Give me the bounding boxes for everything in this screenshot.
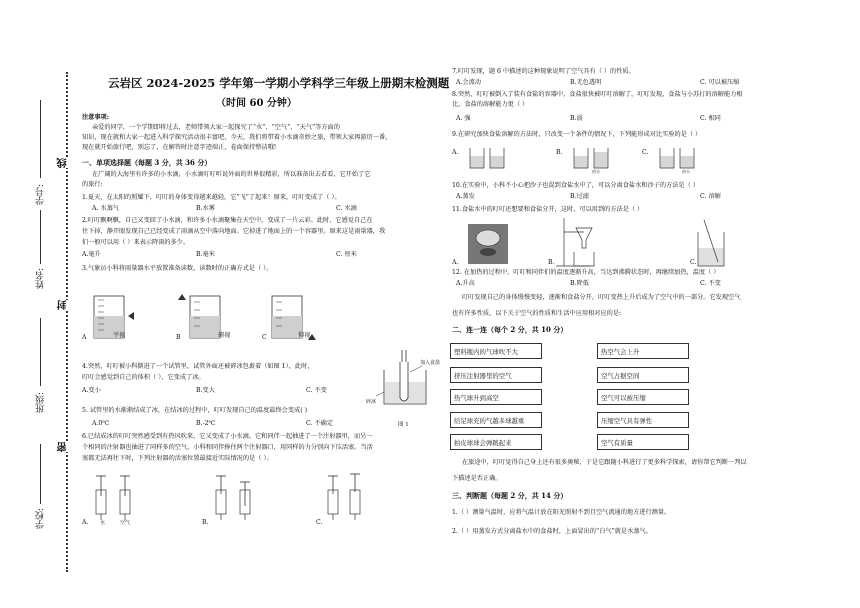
q3-option-a[interactable]: A: [82, 334, 87, 341]
question-10: 10.在实验中，小科不小心把沙子也混到食盐水中了，可以分离食盐水和沙子的方法是（ ）: [452, 182, 699, 189]
true-false-1[interactable]: 1.（ ）测量气温时，应将气温计放在阳光照射不到且空气流通的地方进行测量。: [452, 509, 671, 516]
section-1-intro-1: 在广阔的大海里有许多的小水滴，小水滴叮叮听说外面的世界很精彩，所以准备出去看看，它开始了它: [92, 171, 371, 178]
match-left-1[interactable]: 塑料瓶内的气球吹不大: [450, 343, 542, 359]
q2-option-a[interactable]: A.毫升: [82, 251, 101, 258]
match-right-5[interactable]: 空气有质量: [597, 434, 689, 450]
question-3: 3.气象员小科将雨量器水平放置准备读数，读数时的正确方式是（ ）。: [82, 265, 273, 272]
q2-option-c[interactable]: C. 厘米: [336, 251, 357, 258]
notice-line-3: 现在就开始旅行吧，别忘了，在解答时注意字迹端正，卷面保持整洁哦!: [82, 144, 277, 151]
story-1-line-2: 也有许多性质，以下关于空气的性质和生活中应用相对应的是:: [452, 310, 622, 317]
q10-option-c[interactable]: C. 溶解: [700, 193, 721, 200]
true-false-2[interactable]: 2.（ ）用蒸发方式分离盐水中的食盐时，上面冒出的“白气”就是水蒸气。: [452, 528, 652, 535]
question-6-line-2: 个相同的注射器也抽进了同样多的空气，小科和同伴捧住两个注射器口，用同样的力分别向下压活塞。当活: [82, 444, 373, 451]
q6-option-b[interactable]: B.: [202, 519, 209, 526]
fig1-label-salt: 加入食盐: [420, 360, 441, 366]
fig1-label-ice: 碎冰: [366, 399, 377, 405]
q11-evaporating-photo: [468, 224, 508, 264]
question-2-line-1: 2.叮叮飘啊飘，自己又变回了小水滴，和许多小水滴聚集在天空中，变成了一片云彩。此时，它感觉自己在: [82, 217, 373, 224]
class-label: 班级:: [36, 392, 46, 414]
q9-option-a[interactable]: A.: [452, 149, 459, 156]
student-name-label: 姓名:: [36, 268, 46, 290]
q11-option-a[interactable]: A.: [452, 259, 459, 266]
q11-beaker-stirring: [698, 220, 724, 266]
q7-option-c[interactable]: C. 可以被压缩: [700, 79, 740, 86]
student-name-blank[interactable]: [40, 210, 41, 264]
match-right-3[interactable]: 空气可以被压缩: [597, 389, 689, 405]
question-2-line-2: 往下掉，静开眼发现自己已经变成了雨滴从空中落向地面。它掉进了地面上的一个容器里。原来这是雨量器，我: [82, 228, 386, 235]
question-4-line-1: 4.突然，叮叮被小科倒进了一个试管里，试管外面还被碎冰包裹着（如图 1），此时，: [82, 363, 314, 370]
q12-option-c[interactable]: C. 不变: [700, 280, 721, 287]
q6-syringe-figures: [86, 472, 376, 524]
page-title: 云岩区 2024-2025 学年第一学期小学科学三年级上册期末检测题: [108, 76, 450, 90]
question-6-line-1: 6.已结成冰的叮叮突然感受到有热风吹来，它又变成了小水滴。它和同伴一起抽进了一个注射器里，而另一: [82, 433, 373, 440]
fig1-caption: 图 1: [398, 422, 409, 428]
q8-option-a[interactable]: A. 强: [456, 115, 471, 122]
question-7: 7.叮叮发现，题 6 中描述的这种现象说明了空气具有（ ）的性质。: [452, 68, 635, 75]
question-5: 5. 试管里的水渐渐结成了冰，在结冰的过程中，叮叮发现自己的温度最终会变成( ): [82, 407, 308, 414]
question-12: 12. 在加热的过程中，叮叮和同伴们的温度逐渐升高，当达到沸腾状态时，再继续加热，温度（ ）: [452, 269, 720, 276]
q9-beaker-figures: [452, 142, 732, 174]
story-2-line-1: 在旅途中，叮叮觉得自己身上还有很多奥秘，于是它跟随小科进行了更多科学探索，请你帮它判断一判以: [462, 459, 747, 466]
question-11: 11.食盐水中的叮叮还想要和食盐分开，这时，可以用到的方法是（ ）: [452, 206, 644, 213]
q3-label-up: 仰视: [298, 332, 311, 339]
q12-option-b[interactable]: B.降低: [570, 280, 589, 287]
section-1-title: 一、单项选择题（每题 3 分，共 36 分）: [82, 158, 212, 167]
student-number-label: 学号:: [36, 184, 46, 206]
q1-option-a[interactable]: A. 水蒸气: [92, 205, 119, 212]
question-8-line-1: 8.突然，叮叮被倒入了装有食盐的容器中，食盐很快被叮叮溶解了。叮叮发现，食盐与小苏打的溶解能力相: [452, 91, 743, 98]
q1-option-b[interactable]: B.水雾: [196, 205, 215, 212]
q3-label-level: 平视: [113, 332, 126, 339]
q6-option-a[interactable]: A.: [82, 519, 89, 526]
student-number-blank[interactable]: [40, 100, 41, 178]
class-blank[interactable]: [40, 318, 41, 386]
q10-option-b[interactable]: B.过滤: [570, 193, 589, 200]
question-1: 1.夏天，在太阳的照耀下，叮叮的身体变得越来越轻，它“飞”了起来！原来，叮叮变成了（ ）。: [82, 194, 341, 201]
q11-option-c[interactable]: C.: [690, 259, 697, 266]
q8-option-c[interactable]: C. 相同: [700, 115, 721, 122]
question-6-line-3: 塞都无法再往下时，下列注射器的活塞位置最接近实际情况的是（ ）。: [82, 455, 273, 462]
svg-text:热水: 热水: [682, 169, 690, 174]
svg-text:热水: 热水: [592, 169, 600, 174]
question-9: 9.在研究加快食盐溶解的方法时，只改变一个条件的情况下，下列能形成对比实验的是（ ）: [452, 131, 702, 138]
binding-dotted-line: [66, 72, 68, 572]
q3-option-b[interactable]: B: [176, 334, 181, 341]
q8-option-b[interactable]: B.弱: [570, 115, 583, 122]
q11-filter-stand: [556, 218, 594, 266]
q3-label-down: 俯视: [218, 332, 231, 339]
q6-option-c[interactable]: C.: [316, 519, 323, 526]
q7-option-b[interactable]: B.无色透明: [570, 79, 602, 86]
section-1-intro-2: 的旅行:: [82, 181, 103, 188]
q9-option-c[interactable]: C.: [642, 149, 649, 156]
school-blank[interactable]: [40, 444, 41, 504]
q5-option-b[interactable]: B.-2℃: [196, 420, 216, 427]
q1-option-c[interactable]: C. 水滴: [336, 205, 357, 212]
q11-option-b[interactable]: B.: [548, 259, 555, 266]
q2-option-b[interactable]: B.毫米: [196, 251, 215, 258]
q5-option-c[interactable]: C. 不确定: [306, 420, 334, 427]
notice-line-2: 知识，现在就和大家一起进入科学探究活动很丰富吧，今天，我们将带着小水滴奇妙之旅，带领大家再游历一番，: [82, 134, 392, 141]
match-left-2[interactable]: 挤压注射器里的空气: [450, 367, 542, 383]
seal-mark-secret: 密: [58, 442, 69, 452]
q6-label-air: 空气: [120, 520, 131, 526]
q12-option-a[interactable]: A.升高: [456, 280, 475, 287]
syringe-pair-c: [328, 474, 360, 520]
section-3-title: 三、判断题（每题 2 分，共 14 分）: [452, 491, 568, 500]
q5-option-a[interactable]: A.0℃: [92, 420, 110, 427]
match-left-5[interactable]: 拍皮球球会弹跳起来: [450, 434, 542, 450]
gauge-b-figure: [178, 294, 220, 338]
time-limit: （时间 60 分钟）: [216, 98, 297, 109]
story-1-line-1: 叮叮发现自己的身体慢慢变轻，逐渐和食盐分开，叮叮变热上升后成为了空气中的一部分。它发现空气: [462, 294, 741, 301]
syringe-pair-a: [96, 476, 130, 520]
notice-title: 注意事项:: [82, 114, 110, 121]
question-4-line-2: 叮叮会感觉到自己的体积（ ），它变成了冰。: [82, 374, 205, 381]
match-left-4[interactable]: 给足球充的气越多球越重: [450, 412, 542, 428]
q10-option-a[interactable]: A.蒸发: [456, 193, 475, 200]
question-8-line-2: 比，食盐的溶解能力更（ ）: [452, 101, 529, 108]
q3-option-c[interactable]: C: [262, 334, 267, 341]
seal-mark-seal: 封: [58, 300, 69, 310]
school-label: 学校:: [36, 508, 46, 530]
q9-option-b[interactable]: B.: [556, 149, 563, 156]
match-right-4[interactable]: 压缩空气具有弹性: [597, 412, 689, 428]
match-left-3[interactable]: 热气球升到高空: [450, 389, 542, 405]
q7-option-a[interactable]: A.会流动: [456, 79, 481, 86]
q4-option-a[interactable]: A.变小: [82, 387, 101, 394]
question-2-line-3: 们一般可以用（ ）来表示降雨的多少。: [82, 239, 190, 246]
q4-option-b[interactable]: B.变大: [196, 387, 215, 394]
match-right-1[interactable]: 热空气会上升: [597, 343, 689, 359]
seal-mark-line: 线: [58, 158, 69, 168]
story-2-line-2: 下描述是否正确。: [452, 475, 502, 482]
syringe-pair-b: [216, 476, 250, 520]
q6-label-water: 水: [100, 520, 106, 526]
match-right-2[interactable]: 空气占据空间: [597, 367, 689, 383]
section-2-title: 二、连一连（每个 2 分，共 10 分）: [452, 325, 568, 334]
q4-option-c[interactable]: C. 不变: [306, 387, 327, 394]
notice-line-1: 亲爱的同学，一个学期即将过去，老师带领大家一起探究了“水”、“空气”、“天气”等方面的: [92, 124, 340, 131]
